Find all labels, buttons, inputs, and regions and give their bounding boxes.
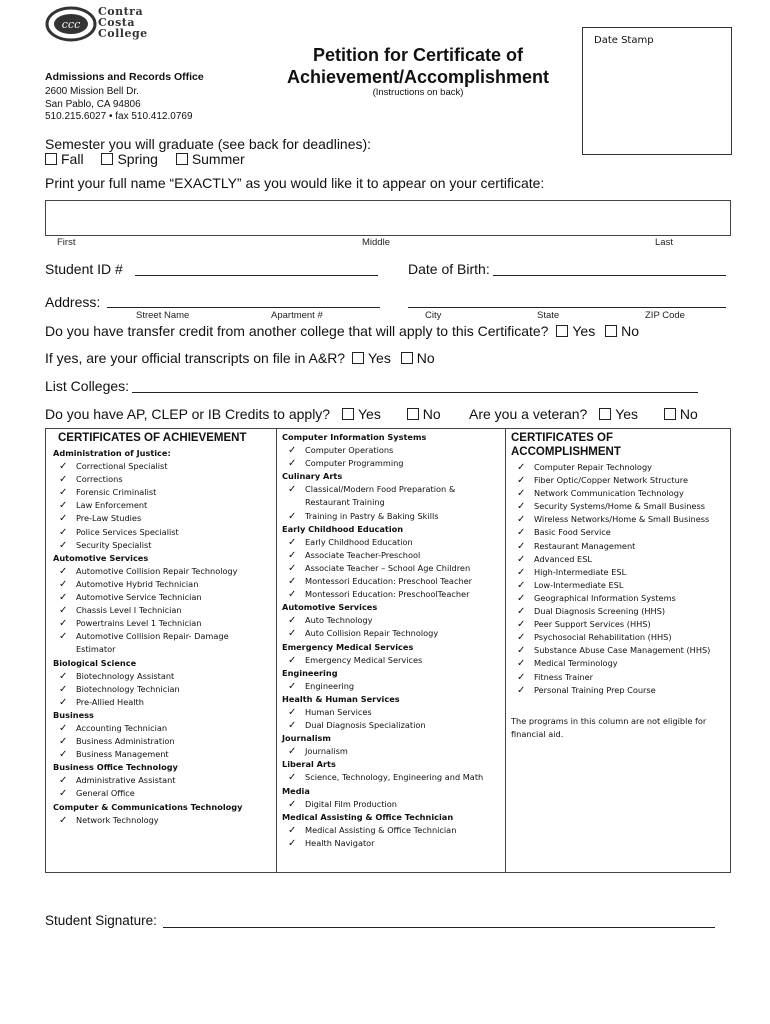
certificate-option[interactable] [282, 549, 504, 562]
certificate-label: Substance Abuse Case Management (HHS) [534, 645, 711, 656]
checkbox-mark-icon[interactable]: ✓ [59, 775, 68, 787]
date-stamp-box: Date Stamp [582, 27, 732, 155]
certificate-label: Engineering [305, 680, 355, 691]
certificate-option[interactable] [282, 706, 504, 719]
checkbox-mark-icon[interactable]: ✓ [288, 798, 297, 810]
certificate-option[interactable] [53, 683, 275, 696]
certificate-option[interactable] [511, 461, 729, 474]
certificate-label: Dual Diagnosis Specialization [305, 720, 426, 731]
checkbox-mark-icon[interactable]: ✓ [59, 474, 68, 486]
certificate-label: Security Systems/Home & Small Business [534, 501, 705, 512]
program-heading: Automotive Services [282, 602, 378, 613]
certificate-option[interactable] [511, 513, 729, 526]
checkbox-mark-icon[interactable]: ✓ [288, 654, 297, 666]
full-name-field[interactable] [45, 200, 731, 236]
certificate-option[interactable] [53, 473, 275, 486]
certificate-option[interactable] [53, 787, 275, 800]
certificate-option[interactable] [282, 510, 504, 523]
certificate-option[interactable] [53, 630, 275, 643]
certificate-label: Biotechnology Technician [76, 683, 180, 694]
transcripts-question-row: If yes, are your official transcripts on file in A&R? Yes No [45, 350, 435, 366]
certificate-option[interactable] [53, 774, 275, 787]
certificate-option[interactable] [53, 539, 275, 552]
summer-checkbox[interactable] [176, 153, 188, 165]
checkbox-mark-icon[interactable]: ✓ [288, 680, 297, 692]
certificate-option[interactable] [282, 457, 504, 470]
certificate-label: Personal Training Prep Course [534, 684, 656, 695]
svg-text:ccc: ccc [61, 18, 81, 31]
certificate-label-continued: Restaurant Training [305, 497, 385, 508]
certificate-option[interactable] [53, 748, 275, 761]
program-heading: Administration of Justice: [53, 448, 171, 458]
checkbox-mark-icon[interactable]: ✓ [288, 458, 297, 470]
certificate-label: High-Intermediate ESL [534, 566, 627, 577]
name-prompt: Print your full name “EXACTLY” as you would like it to appear on your certificate: [45, 175, 545, 191]
certificate-label: Pre-Allied Health [76, 696, 144, 707]
certificate-label: Advanced ESL [534, 553, 592, 564]
certificate-label: Basic Food Service [534, 527, 611, 538]
checkbox-mark-icon[interactable]: ✓ [59, 631, 68, 643]
program-heading: Media [282, 785, 310, 796]
college-logo [45, 6, 97, 42]
program-heading: Health & Human Services [282, 693, 400, 704]
state-label: State [537, 310, 560, 321]
checkbox-mark-icon[interactable]: ✓ [517, 606, 526, 618]
checkbox-mark-icon[interactable]: ✓ [59, 670, 68, 682]
office-name: Admissions and Records Office [45, 71, 204, 83]
program-heading: Business [53, 709, 94, 720]
certificate-label: Medical Terminology [534, 658, 618, 669]
certificate-option[interactable] [53, 565, 275, 578]
certificate-option[interactable] [511, 671, 729, 684]
signature-label: Student Signature: [45, 913, 157, 928]
achievement-heading: CERTIFICATES OF ACHIEVEMENT [58, 432, 247, 444]
checkbox-mark-icon[interactable]: ✓ [59, 500, 68, 512]
fall-checkbox[interactable] [45, 153, 57, 165]
checkbox-mark-icon[interactable]: ✓ [517, 553, 526, 565]
certificate-option[interactable] [511, 631, 729, 644]
checkbox-mark-icon[interactable]: ✓ [59, 461, 68, 473]
certificate-label: Business Administration [76, 736, 175, 747]
checkbox-mark-icon[interactable]: ✓ [288, 628, 297, 640]
certificate-option[interactable] [511, 605, 729, 618]
checkbox-mark-icon[interactable]: ✓ [288, 536, 297, 548]
checkbox-mark-icon[interactable]: ✓ [517, 632, 526, 644]
veteran-yes-checkbox[interactable] [599, 408, 611, 420]
form-title: Petition for Certificate of Achievement/Accomplishment [286, 45, 550, 87]
certificate-option[interactable] [282, 837, 504, 850]
certificate-label: Forensic Criminalist [76, 487, 157, 498]
certificate-label: Police Services Specialist [76, 526, 179, 537]
program-heading: Computer & Communications Technology [53, 801, 243, 812]
certificate-option[interactable] [282, 798, 504, 811]
certificate-option[interactable] [53, 670, 275, 683]
certificate-option[interactable] [53, 814, 275, 827]
certificate-label: Automotive Collision Repair Technology [76, 565, 238, 576]
ap-question-row: Do you have AP, CLEP or IB Credits to apply? Yes No [45, 406, 441, 422]
certificate-label: Automotive Collision Repair- Damage [76, 631, 229, 642]
certificate-label: Network Communication Technology [534, 488, 684, 499]
checkbox-mark-icon[interactable]: ✓ [59, 788, 68, 800]
list-colleges-label: List Colleges: [45, 378, 130, 394]
certificate-option[interactable] [282, 719, 504, 732]
veteran-question-row: Are you a veteran? Yes No [469, 406, 698, 422]
certificate-option[interactable] [53, 460, 275, 473]
checkbox-mark-icon[interactable]: ✓ [288, 484, 297, 496]
address-label: Address: [45, 294, 101, 310]
certificate-label: Auto Collision Repair Technology [305, 628, 439, 639]
certificate-option[interactable] [282, 824, 504, 837]
checkbox-mark-icon[interactable]: ✓ [288, 589, 297, 601]
program-heading: Automotive Services [53, 552, 149, 563]
certificate-option[interactable] [511, 618, 729, 631]
college-name: Contra Costa College [98, 5, 148, 40]
transcripts-yes-checkbox[interactable] [352, 352, 364, 364]
achievement-column-2 [282, 431, 504, 850]
checkbox-mark-icon[interactable]: ✓ [288, 837, 297, 849]
transfer-question-row: Do you have transfer credit from another college that will apply to this Certificate? Yes No [45, 323, 639, 339]
certificate-label: Montessori Education: Preschool Teacher [305, 576, 473, 587]
certificate-option[interactable] [511, 474, 729, 487]
certificate-label: Associate Teacher – School Age Children [305, 562, 471, 573]
certificate-label: Geographical Information Systems [534, 592, 676, 603]
certificate-option[interactable] [282, 575, 504, 588]
certificate-option[interactable] [53, 696, 275, 709]
veteran-no-checkbox[interactable] [664, 408, 676, 420]
checkbox-mark-icon[interactable]: ✓ [517, 658, 526, 670]
column-divider [505, 429, 506, 872]
checkbox-mark-icon[interactable]: ✓ [288, 706, 297, 718]
certificate-label: Journalism [305, 746, 348, 757]
certificate-option[interactable] [282, 745, 504, 758]
accomplishment-column [511, 431, 729, 741]
certificate-label: Digital Film Production [305, 798, 397, 809]
certificate-label: Automotive Hybrid Technician [76, 578, 199, 589]
certificate-label: Biotechnology Assistant [76, 670, 175, 681]
first-name-label: First [57, 237, 76, 248]
checkbox-mark-icon[interactable]: ✓ [59, 722, 68, 734]
checkbox-mark-icon[interactable]: ✓ [59, 696, 68, 708]
checkbox-mark-icon[interactable]: ✓ [288, 746, 297, 758]
certificate-option[interactable] [511, 684, 729, 697]
certificate-label: Computer Programming [305, 458, 404, 469]
last-name-label: Last [655, 237, 673, 248]
checkbox-mark-icon[interactable]: ✓ [288, 772, 297, 784]
certificate-label: Science, Technology, Engineering and Math [305, 772, 484, 783]
checkbox-mark-icon[interactable]: ✓ [59, 618, 68, 630]
certificate-label: Human Services [305, 706, 372, 717]
certificate-label: Peer Support Services (HHS) [534, 619, 651, 630]
city-label: City [425, 310, 442, 321]
certificate-option[interactable] [511, 657, 729, 670]
certificate-label: Network Technology [76, 814, 159, 825]
certificate-label: Accounting Technician [76, 722, 168, 733]
checkbox-mark-icon[interactable]: ✓ [59, 736, 68, 748]
certificate-label: Restaurant Management [534, 540, 636, 551]
ap-no-checkbox[interactable] [407, 408, 419, 420]
program-heading: Emergency Medical Services [282, 641, 414, 652]
checkbox-mark-icon[interactable]: ✓ [59, 526, 68, 538]
certificate-label: Computer Repair Technology [534, 462, 652, 472]
certificate-label: Administrative Assistant [76, 775, 176, 786]
certificate-label: Fiber Optic/Copper Network Structure [534, 475, 688, 486]
semester-question: Semester you will graduate (see back for deadlines): [45, 136, 372, 152]
certificate-label: Correctional Specialist [76, 461, 168, 472]
zip-label: ZIP Code [645, 310, 685, 321]
certificate-label: Emergency Medical Services [305, 654, 423, 665]
financial-aid-note: The programs in this column are not eligible for financial aid. [511, 715, 707, 739]
checkbox-mark-icon[interactable]: ✓ [59, 565, 68, 577]
certificate-label: Training in Pastry & Baking Skills [305, 510, 439, 521]
ap-yes-checkbox[interactable] [342, 408, 354, 420]
certificate-option[interactable] [282, 627, 504, 640]
certificate-option[interactable] [53, 591, 275, 604]
program-heading: Early Childhood Education [282, 523, 404, 534]
certificate-option[interactable] [282, 483, 504, 496]
checkbox-mark-icon[interactable]: ✓ [517, 579, 526, 591]
city-state-zip-field[interactable] [408, 307, 726, 308]
checkbox-mark-icon[interactable]: ✓ [517, 671, 526, 683]
checkbox-mark-icon[interactable]: ✓ [59, 539, 68, 551]
certificate-label: Fitness Trainer [534, 671, 594, 682]
achievement-column-1 [53, 429, 275, 827]
program-heading: Biological Science [53, 657, 137, 668]
instructions-note: (Instructions on back) [372, 87, 464, 98]
certificate-label: Medical Assisting & Office Technician [305, 824, 457, 835]
certificate-option[interactable] [53, 512, 275, 525]
checkbox-mark-icon[interactable]: ✓ [517, 684, 526, 696]
checkbox-mark-icon[interactable]: ✓ [59, 683, 68, 695]
checkbox-mark-icon[interactable]: ✓ [517, 645, 526, 657]
checkbox-mark-icon[interactable]: ✓ [288, 720, 297, 732]
certificate-label: Associate Teacher-Preschool [305, 549, 421, 560]
checkbox-mark-icon[interactable]: ✓ [59, 814, 68, 826]
certificate-label: Chassis Level I Technician [76, 605, 182, 616]
certificate-label: Wireless Networks/Home & Small Business [534, 514, 710, 525]
certificate-option[interactable] [511, 579, 729, 592]
checkbox-mark-icon[interactable]: ✓ [288, 824, 297, 836]
checkbox-mark-icon[interactable]: ✓ [517, 619, 526, 631]
certificate-label: Security Specialist [76, 539, 152, 550]
certificate-label: Montessori Education: PreschoolTeacher [305, 589, 470, 600]
certificate-option[interactable] [511, 644, 729, 657]
checkbox-mark-icon[interactable]: ✓ [517, 540, 526, 552]
certificate-option[interactable] [282, 588, 504, 601]
certificate-option[interactable] [511, 487, 729, 500]
program-heading: Liberal Arts [282, 759, 336, 770]
certificate-label: Health Navigator [305, 837, 375, 848]
program-heading: Business Office Technology [53, 762, 178, 773]
checkbox-mark-icon[interactable]: ✓ [59, 487, 68, 499]
semester-options: Fall Spring Summer [45, 151, 259, 167]
certificate-option[interactable] [282, 654, 504, 667]
dob-field[interactable] [493, 275, 726, 276]
certificates-table [45, 428, 731, 873]
certificate-option[interactable] [282, 444, 504, 457]
certificate-label: Business Management [76, 749, 169, 760]
apartment-label: Apartment # [271, 310, 323, 321]
student-id-field[interactable] [135, 275, 378, 276]
checkbox-mark-icon[interactable]: ✓ [517, 475, 526, 487]
certificate-option[interactable] [511, 566, 729, 579]
certificate-option[interactable] [53, 578, 275, 591]
certificate-option[interactable] [511, 540, 729, 553]
column-divider [276, 429, 277, 872]
certificate-label: Dual Diagnosis Screening (HHS) [534, 606, 666, 617]
checkbox-mark-icon[interactable]: ✓ [288, 445, 297, 457]
certificate-option[interactable] [282, 771, 504, 784]
certificate-option[interactable] [53, 617, 275, 630]
certificate-option[interactable] [282, 536, 504, 549]
transfer-no-checkbox[interactable] [605, 325, 617, 337]
certificate-label: Low-Intermediate ESL [534, 579, 624, 590]
certificate-option[interactable] [511, 553, 729, 566]
certificate-option[interactable] [511, 500, 729, 513]
certificate-option[interactable] [282, 614, 504, 627]
checkbox-mark-icon[interactable]: ✓ [59, 749, 68, 761]
certificate-label: Corrections [76, 474, 123, 485]
certificate-label: Early Childhood Education [305, 536, 413, 547]
certificate-option[interactable] [282, 562, 504, 575]
certificate-label: Classical/Modern Food Preparation & [305, 484, 456, 495]
street-field[interactable] [107, 307, 380, 308]
program-heading: Medical Assisting & Office Technician [282, 811, 454, 822]
certificate-label: Psychosocial Rehabilitation (HHS) [534, 632, 672, 643]
certificate-option[interactable] [53, 499, 275, 512]
certificate-option[interactable] [282, 680, 504, 693]
certificate-option[interactable] [53, 722, 275, 735]
program-heading: Engineering [282, 667, 338, 678]
accomplishment-heading: CERTIFICATES OF ACCOMPLISHMENT [511, 432, 621, 458]
transfer-yes-checkbox[interactable] [556, 325, 568, 337]
certificate-option[interactable] [53, 526, 275, 539]
checkbox-mark-icon[interactable]: ✓ [59, 578, 68, 590]
signature-field[interactable] [163, 927, 715, 928]
list-colleges-field[interactable] [132, 392, 698, 393]
program-heading: Computer Information Systems [282, 432, 427, 442]
checkbox-mark-icon[interactable]: ✓ [288, 562, 297, 574]
program-heading: Journalism [282, 733, 331, 744]
checkbox-mark-icon[interactable]: ✓ [288, 615, 297, 627]
checkbox-mark-icon[interactable]: ✓ [288, 576, 297, 588]
street-label: Street Name [136, 310, 190, 321]
certificate-label: Pre-Law Studies [76, 513, 142, 524]
transcripts-no-checkbox[interactable] [401, 352, 413, 364]
spring-checkbox[interactable] [101, 153, 113, 165]
dob-label: Date of Birth: [408, 261, 490, 277]
middle-name-label: Middle [362, 237, 390, 248]
certificate-option[interactable] [53, 604, 275, 617]
checkbox-mark-icon[interactable]: ✓ [517, 527, 526, 539]
checkbox-mark-icon[interactable]: ✓ [517, 488, 526, 500]
checkbox-mark-icon[interactable]: ✓ [59, 605, 68, 617]
checkbox-mark-icon[interactable]: ✓ [59, 592, 68, 604]
checkbox-mark-icon[interactable]: ✓ [517, 592, 526, 604]
certificate-label-continued: Estimator [76, 644, 116, 655]
student-id-label: Student ID # [45, 261, 123, 277]
checkbox-mark-icon[interactable]: ✓ [288, 510, 297, 522]
certificate-label: Computer Operations [305, 445, 394, 456]
office-address: 2600 Mission Bell Dr. San Pablo, CA 94806 510.215.6027 • fax 510.412.0769 [45, 86, 193, 122]
certificate-option[interactable] [53, 486, 275, 499]
checkbox-mark-icon[interactable]: ✓ [288, 549, 297, 561]
certificate-label: Auto Technology [305, 615, 373, 626]
checkbox-mark-icon[interactable]: ✓ [517, 501, 526, 513]
checkbox-mark-icon[interactable]: ✓ [517, 514, 526, 526]
certificate-option[interactable] [511, 592, 729, 605]
program-heading: Culinary Arts [282, 471, 343, 482]
checkbox-mark-icon[interactable]: ✓ [517, 566, 526, 578]
certificate-label: Powertrains Level 1 Technician [76, 618, 202, 629]
certificate-option[interactable] [511, 526, 729, 539]
certificate-label: Automotive Service Technician [76, 592, 202, 603]
certificate-option[interactable] [53, 735, 275, 748]
checkbox-mark-icon[interactable]: ✓ [517, 462, 526, 473]
certificate-label: General Office [76, 788, 135, 799]
certificate-label: Law Enforcement [76, 500, 148, 511]
checkbox-mark-icon[interactable]: ✓ [59, 513, 68, 525]
